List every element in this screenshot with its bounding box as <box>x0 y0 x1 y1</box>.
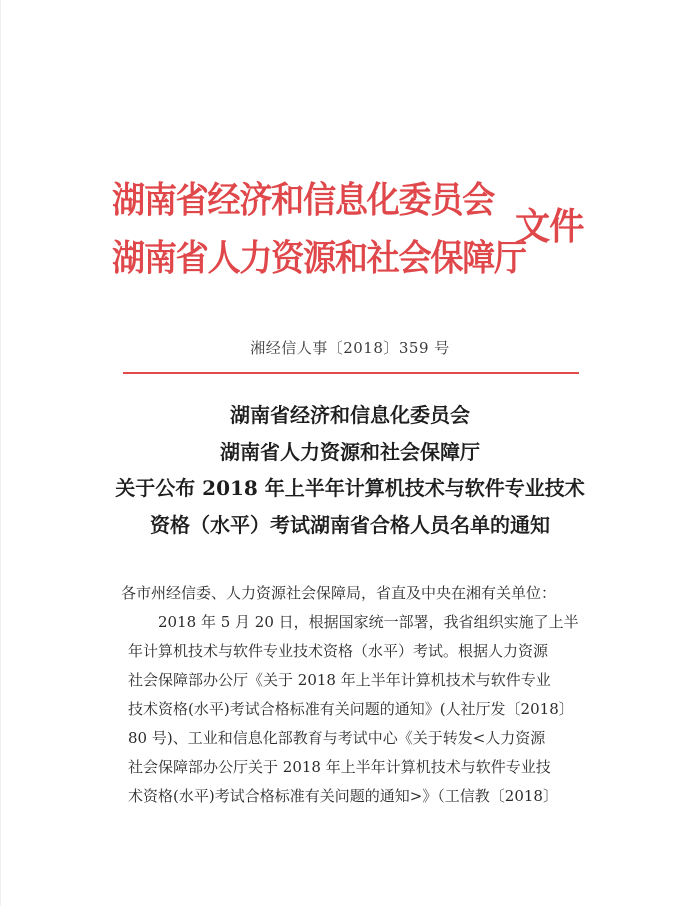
recipient-line: 各市州经信委、人力资源社会保障局，省直及中央在湘有关单位： <box>121 584 557 602</box>
paragraph-line: 技术资格(水平)考试合格标准有关问题的通知》(人社厅发〔2018〕 <box>128 700 574 718</box>
paragraph-line: 社会保障部办公厅《关于 2018 年上半年计算机技术与软件专业 <box>128 671 551 689</box>
title-line-1: 湖南省经济和信息化委员会 <box>230 403 470 427</box>
paragraph-line: 社会保障部办公厅关于 2018 年上半年计算机技术与软件专业技 <box>128 758 551 776</box>
issuer-name-1: 湖南省经济和信息化委员会 <box>112 179 494 221</box>
title-line-2: 湖南省人力资源和社会保障厅 <box>220 439 480 464</box>
paragraph-line: 年计算机技术与软件专业技术资格（水平）考试。根据人力资源 <box>128 642 549 660</box>
paragraph-line: 术资格(水平)考试合格标准有关问题的通知>》（工信教〔2018〕 <box>128 787 558 805</box>
notice-body <box>121 579 588 811</box>
red-divider-line <box>123 372 579 374</box>
document-number: 湘经信人事〔2018〕359 号 <box>250 339 450 357</box>
title-line-3: 关于公布 2018 年上半年计算机技术与软件专业技术 <box>115 476 585 500</box>
red-letterhead <box>112 176 592 298</box>
notice-title <box>0 397 700 543</box>
paragraph-line: 80 号)、工业和信息化部教育与考试中心《关于转发<人力资源 <box>128 729 546 747</box>
document-suffix: 文件 <box>515 204 584 248</box>
issuer-name-2: 湖南省人力资源和社会保障厅 <box>112 237 526 279</box>
title-line-4: 资格（水平）考试湖南省合格人员名单的通知 <box>150 512 550 537</box>
paragraph-line: 2018 年 5 月 20 日，根据国家统一部署，我省组织实施了上半 <box>158 613 579 631</box>
